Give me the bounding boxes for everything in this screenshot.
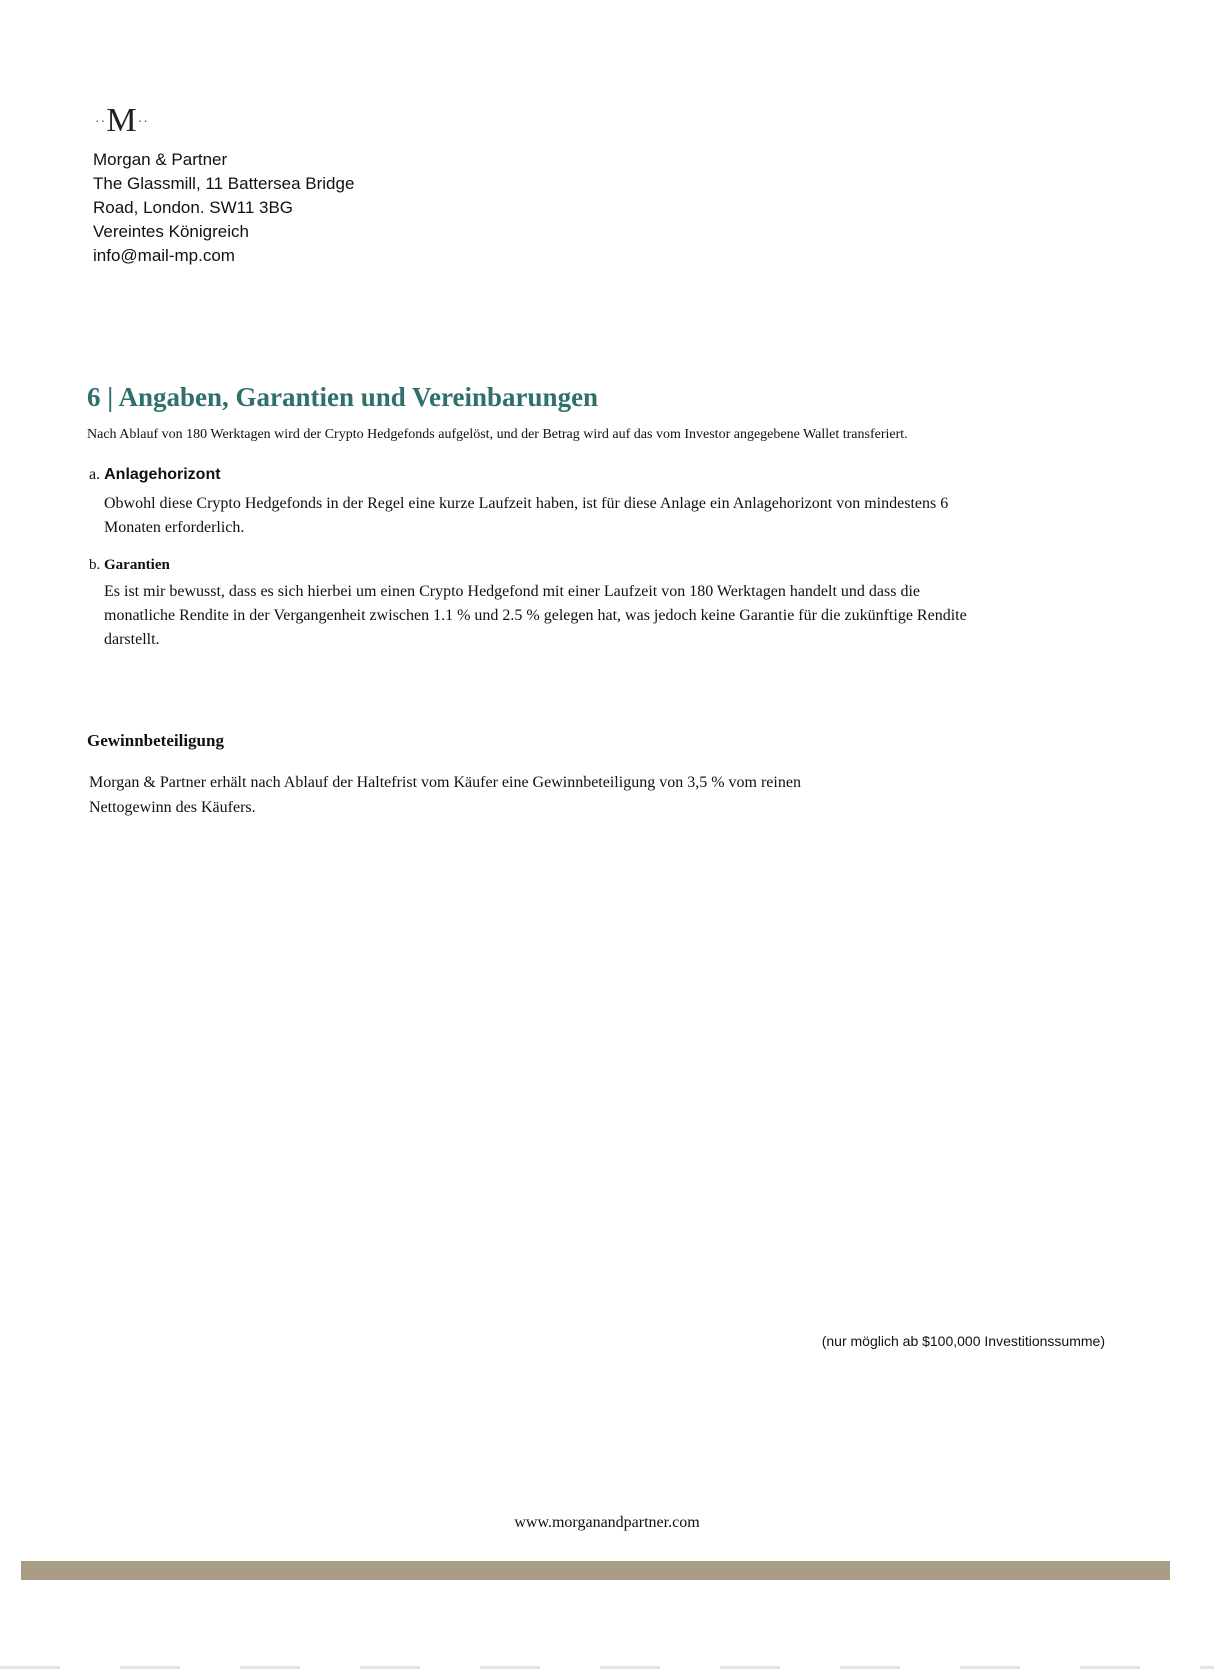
address-country: Vereintes Königreich xyxy=(93,222,249,241)
profit-share-line-1: Morgan & Partner erhält nach Ablauf der Haltefrist vom Käufer eine Gewinnbeteiligung von 3,5 % vom reinen xyxy=(89,774,801,791)
item-a-line-1: Obwohl diese Crypto Hedgefonds in der Regel eine kurze Laufzeit haben, ist für diese Anlage ein Anlagehorizont von mindestens 6 xyxy=(104,495,949,512)
address-line-2: Road, London. SW11 3BG xyxy=(93,198,294,217)
section-title: 6 | Angaben, Garantien und Vereinbarungen xyxy=(87,382,599,412)
footer-website-link[interactable]: www.morganandpartner.com xyxy=(514,1514,700,1531)
profit-share-text xyxy=(89,770,801,820)
item-b-marker: b. xyxy=(89,557,101,573)
item-b-heading xyxy=(89,557,170,574)
investment-note: (nur möglich ab $100,000 Investitionssumme) xyxy=(821,1333,1105,1349)
company-address xyxy=(93,148,354,268)
item-a-line-2: Monaten erforderlich. xyxy=(104,519,245,536)
item-b-line-3: darstellt. xyxy=(104,631,160,648)
item-b-line-2: monatliche Rendite in der Vergangenheit zwischen 1.1 % und 2.5 % gelegen hat, was jedoch keine Garantie für die zukünftige Rendite xyxy=(104,607,967,624)
profit-share-line-2: Nettogewinn des Käufers. xyxy=(89,799,256,816)
item-b-text xyxy=(104,580,1124,652)
item-b-line-1: Es ist mir bewusst, dass es sich hierbei um einen Crypto Hedgefond mit einer Laufzeit von 180 Werktagen handelt und dass die xyxy=(104,583,921,600)
item-a-heading xyxy=(89,466,221,484)
profit-share-heading: Gewinnbeteiligung xyxy=(87,731,224,750)
company-email: info@mail-mp.com xyxy=(93,246,235,265)
scan-edge-divider xyxy=(0,1666,1214,1669)
logo-letter: M xyxy=(106,102,138,139)
item-a-text xyxy=(104,492,1124,540)
item-a-title: Anlagehorizont xyxy=(104,466,221,483)
company-name: Morgan & Partner xyxy=(93,150,228,169)
item-a-marker: a. xyxy=(89,466,101,483)
company-logo: ··M·· xyxy=(95,102,149,139)
section-intro: Nach Ablauf von 180 Werktagen wird der Crypto Hedgefonds aufgelöst, und der Betrag wird auf das vom Investor angegebene Wallet transferiert. xyxy=(87,427,908,442)
footer-bar xyxy=(21,1561,1170,1580)
item-b-title: Garantien xyxy=(104,557,170,573)
address-line-1: The Glassmill, 11 Battersea Bridge xyxy=(93,174,355,193)
